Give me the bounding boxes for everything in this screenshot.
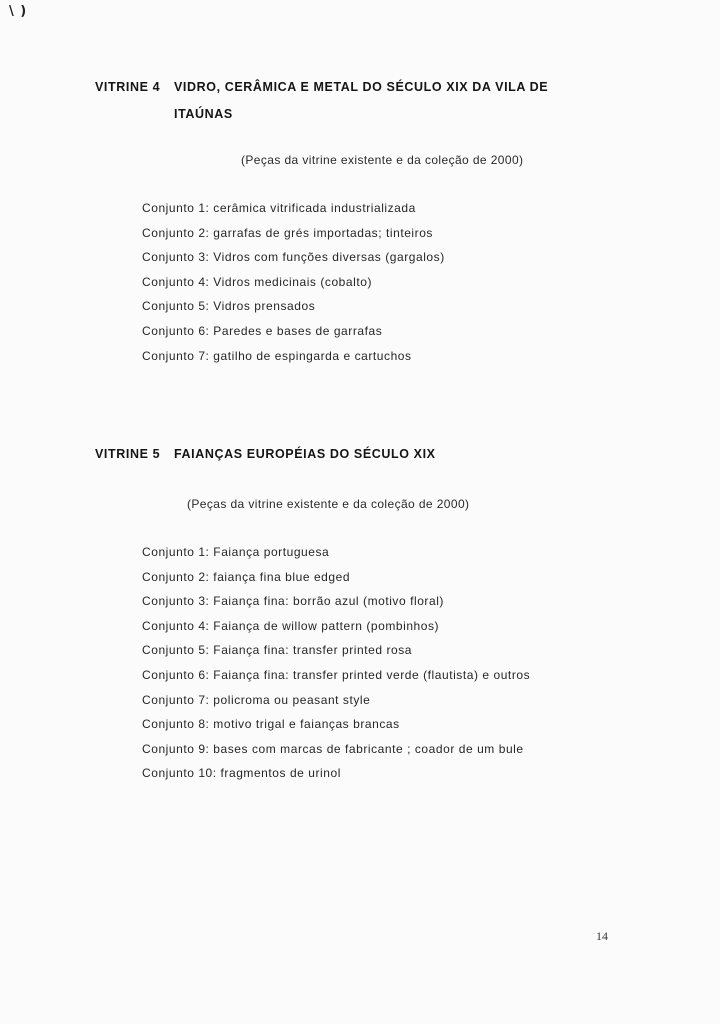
- list-item: Conjunto 5: Vidros prensados: [142, 299, 316, 314]
- vitrine-4-subtitle: (Peças da vitrine existente e da coleção de 2000): [241, 153, 524, 167]
- list-item: Conjunto 3: Faiança fina: borrão azul (motivo floral): [142, 594, 444, 609]
- list-item: Conjunto 3: Vidros com funções diversas (gargalos): [142, 250, 445, 265]
- list-item: Conjunto 10: fragmentos de urinol: [142, 766, 341, 781]
- vitrine-4-item-list: [142, 196, 445, 368]
- vitrine-5-title-line1: FAIANÇAS EUROPÉIAS DO SÉCULO XIX: [174, 447, 436, 461]
- list-item: Conjunto 1: Faiança portuguesa: [142, 545, 330, 559]
- vitrine-4-label: VITRINE 4: [95, 80, 161, 94]
- list-item: Conjunto 7: policroma ou peasant style: [142, 692, 371, 707]
- list-item: Conjunto 2: garrafas de grés importadas; tinteiros: [142, 225, 433, 240]
- list-item: Conjunto 7: gatilho de espingarda e cartuchos: [142, 348, 412, 363]
- list-item: Conjunto 6: Faiança fina: transfer printed verde (flautista) e outros: [142, 667, 531, 682]
- vitrine-5-subtitle: (Peças da vitrine existente e da coleção de 2000): [187, 497, 470, 511]
- vitrine-5-label: VITRINE 5: [95, 447, 161, 461]
- list-item: Conjunto 4: Vidros medicinais (cobalto): [142, 274, 373, 289]
- list-item: Conjunto 5: Faiança fina: transfer printed rosa: [142, 643, 412, 658]
- scan-corner-mark: \ ): [9, 4, 28, 19]
- vitrine-4-title-line2: ITAÚNAS: [174, 107, 233, 121]
- list-item: Conjunto 2: faiança fina blue edged: [142, 569, 351, 584]
- list-item: Conjunto 9: bases com marcas de fabricante ; coador de um bule: [142, 741, 524, 756]
- list-item: Conjunto 8: motivo trigal e faianças brancas: [142, 717, 400, 732]
- vitrine-4-title-line1: VIDRO, CERÂMICA E METAL DO SÉCULO XIX DA VILA DE: [174, 80, 549, 94]
- list-item: Conjunto 1: cerâmica vitrificada industrializada: [142, 201, 416, 215]
- list-item: Conjunto 6: Paredes e bases de garrafas: [142, 323, 383, 338]
- list-item: Conjunto 4: Faiança de willow pattern (pombinhos): [142, 618, 440, 633]
- vitrine-5-item-list: [142, 540, 530, 786]
- page-number: 14: [596, 929, 608, 943]
